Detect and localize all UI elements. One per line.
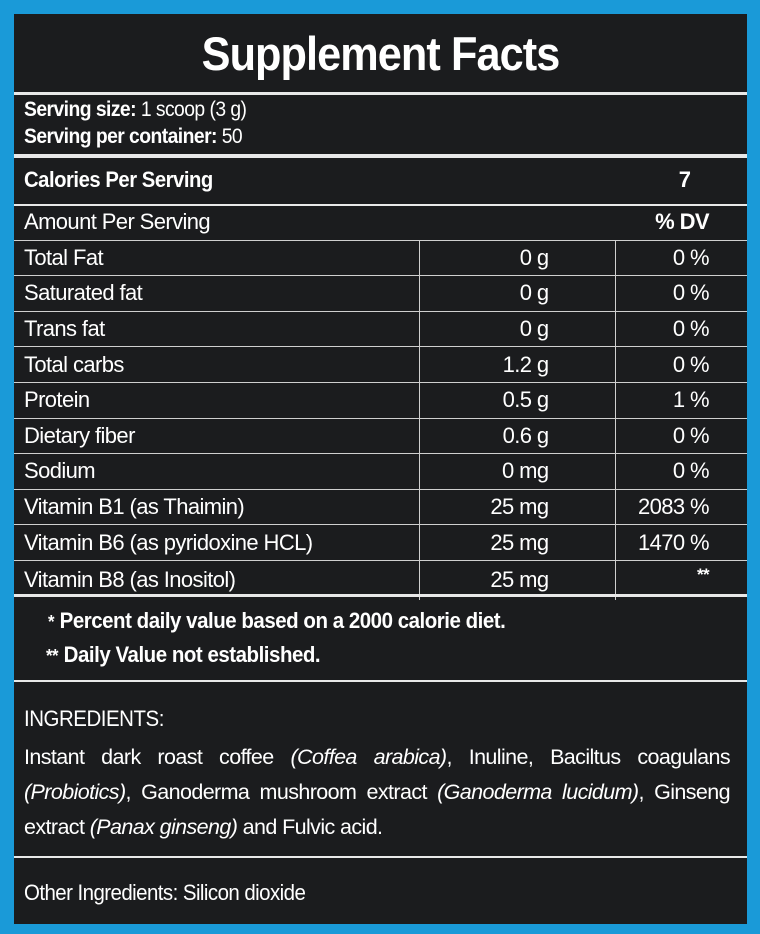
nutrient-amount: 0 g (419, 240, 615, 276)
nutrient-dv: 0 % (615, 454, 747, 490)
nutrient-dv: ** (615, 560, 747, 599)
nutrient-amount: 0 mg (419, 454, 615, 490)
nutrient-dv: 1470 % (615, 525, 747, 561)
footnote-text-2: Daily Value not established. (63, 642, 321, 667)
divider-footnotes (14, 680, 747, 682)
serving-size-value: 1 scoop (3 g) (136, 98, 247, 121)
nutrient-row (14, 276, 747, 312)
ingredient-latin-name: (Ganoderma lucidum) (437, 780, 639, 804)
nutrient-amount: 0 g (419, 276, 615, 312)
dv-header: % DV (615, 205, 747, 240)
nutrient-name: Trans fat (14, 311, 419, 347)
serving-size-label: Serving size: (24, 98, 137, 121)
nutrient-row (14, 525, 747, 561)
nutrient-name: Dietary fiber (14, 418, 419, 454)
footnote-star-single: * (48, 612, 55, 632)
nutrient-dv: 1 % (615, 382, 747, 418)
nutrient-amount: 1.2 g (419, 347, 615, 383)
footnote-dv-not-established (46, 642, 320, 668)
ingredients-heading: INGREDIENTS: (24, 706, 164, 731)
nutrient-dv: 0 % (615, 347, 747, 383)
divider-ingredients (14, 856, 747, 858)
nutrient-dv: 0 % (615, 240, 747, 276)
ingredient-part: , Inuline, Baciltus coagulans (446, 745, 731, 769)
nutrient-amount: 0.6 g (419, 418, 615, 454)
calories-value: 7 (678, 167, 691, 192)
nutrient-name: Total carbs (14, 347, 419, 383)
nutrient-amount: 25 mg (419, 560, 615, 599)
other-ingredients: Other Ingredients: Silicon dioxide (24, 880, 306, 905)
nutrient-name: Vitamin B6 (as pyridoxine HCL) (14, 525, 419, 561)
nutrient-amount: 0.5 g (419, 382, 615, 418)
nutrient-dv: 0 % (615, 276, 747, 312)
divider-table-end (14, 594, 747, 597)
calories-label: Calories Per Serving (24, 167, 213, 192)
servings-per-container-value: 50 (216, 125, 243, 148)
nutrient-name: Total Fat (14, 240, 419, 276)
nutrient-row (14, 382, 747, 418)
nutrient-table (14, 205, 747, 600)
nutrient-row (14, 489, 747, 525)
table-header-row (14, 205, 747, 240)
amount-per-serving-header: Amount Per Serving (14, 205, 419, 240)
nutrient-name: Saturated fat (14, 276, 419, 312)
nutrient-row (14, 311, 747, 347)
nutrient-name: Sodium (14, 454, 419, 490)
footnote-percent-dv (48, 608, 505, 634)
servings-per-container-label: Serving per container: (24, 125, 217, 148)
nutrient-row (14, 347, 747, 383)
ingredient-latin-name: (Panax ginseng) (89, 815, 238, 839)
servings-per-container (24, 125, 242, 149)
ingredient-part: Instant dark roast coffee (24, 745, 291, 769)
nutrient-amount: 0 g (419, 311, 615, 347)
serving-size (24, 98, 246, 122)
ingredient-latin-name: (Coffea arabica) (290, 745, 447, 769)
calories-row (14, 157, 747, 205)
ingredient-part: , Ginseng extract (24, 780, 730, 839)
nutrient-name: Protein (14, 382, 419, 418)
ingredient-latin-name: (Probiotics) (24, 780, 126, 804)
ingredient-part: and Fulvic acid. (237, 815, 383, 839)
nutrient-name: Vitamin B1 (as Thaimin) (14, 489, 419, 525)
ingredients-text (24, 740, 730, 845)
nutrient-amount: 25 mg (419, 489, 615, 525)
footnote-star-double: ** (46, 646, 59, 666)
nutrient-row (14, 418, 747, 454)
supplement-facts-panel (14, 14, 747, 924)
nutrient-dv: 0 % (615, 418, 747, 454)
nutrient-dv: 2083 % (615, 489, 747, 525)
footnote-text-1: Percent daily value based on a 2000 calorie diet. (59, 608, 506, 633)
nutrient-amount: 25 mg (419, 525, 615, 561)
nutrient-row (14, 240, 747, 276)
nutrient-dv: 0 % (615, 311, 747, 347)
nutrient-name: Vitamin B8 (as Inositol) (24, 567, 236, 593)
ingredient-part: , Ganoderma mushroom extract (125, 780, 438, 804)
divider-title (14, 92, 747, 95)
nutrient-row (14, 454, 747, 490)
page-title: Supplement Facts (201, 27, 560, 80)
